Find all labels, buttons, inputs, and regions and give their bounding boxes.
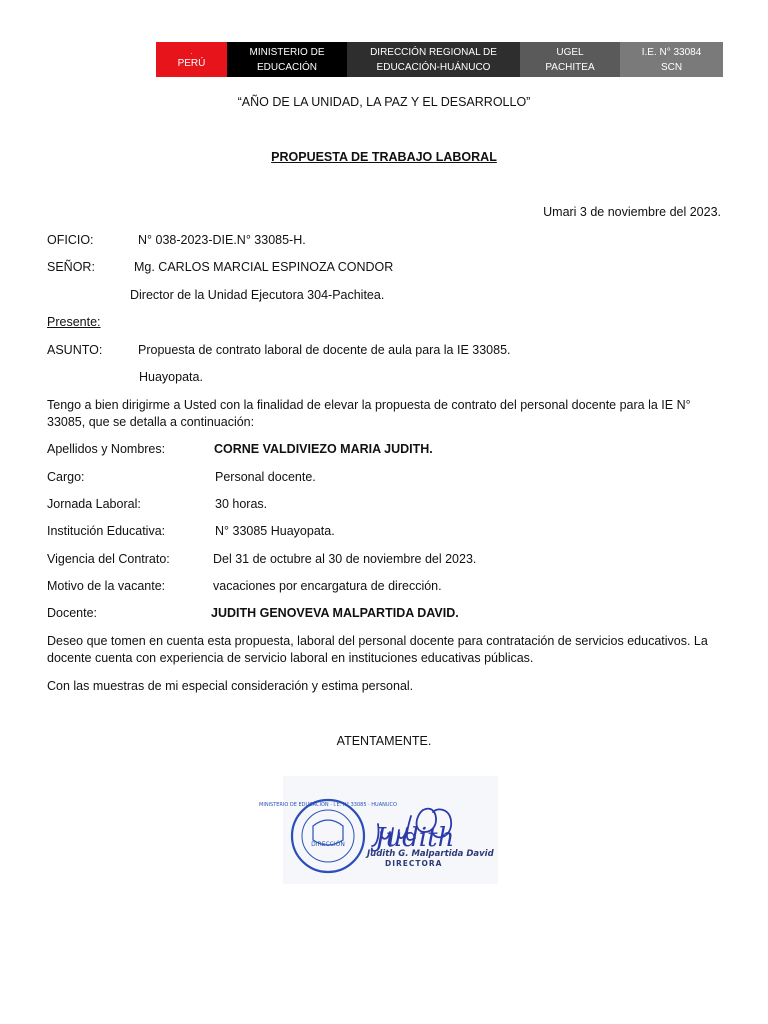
- header-cell-ie: [620, 42, 723, 77]
- header-ministerio-line2: EDUCACIÓN: [256, 61, 317, 73]
- header-cell-direccion: [347, 42, 520, 77]
- document-title: PROPUESTA DE TRABAJO LABORAL: [271, 150, 497, 164]
- detail-value-apellidos: CORNE VALDIVIEZO MARIA JUDITH.: [214, 442, 433, 456]
- header-ugel-line1: UGEL: [556, 46, 584, 58]
- oficio-label: OFICIO:: [47, 233, 94, 247]
- detail-value-motivo: vacaciones por encargatura de dirección.: [213, 579, 442, 593]
- regards-line: Con las muestras de mi especial consideración y estima personal.: [47, 679, 414, 693]
- header-cell-ugel: [520, 42, 620, 77]
- detail-value-cargo: Personal docente.: [215, 470, 316, 484]
- seal-center-text: DIRECCIÓN: [311, 841, 345, 848]
- detail-label-vigencia: Vigencia del Contrato:: [47, 552, 170, 566]
- header-cell-peru: [156, 42, 227, 77]
- signature-role: DIRECTORA: [385, 859, 443, 868]
- intro-paragraph: Tengo a bien dirigirme a Usted con la finalidad de elevar la propuesta de contrato del personal docente para la IE N° 33085, que se detalla a continuación:: [47, 398, 691, 429]
- header-direccion-line2: EDUCACIÓN-HUÁNUCO: [376, 61, 491, 73]
- asunto-line2: Huayopata.: [139, 370, 203, 384]
- year-motto: “AÑO DE LA UNIDAD, LA PAZ Y EL DESARROLLO”: [237, 95, 531, 109]
- header-ugel-line2: PACHITEA: [545, 61, 595, 73]
- detail-label-jornada: Jornada Laboral:: [47, 497, 141, 511]
- signature-name-line: Judith G. Malpartida David: [367, 849, 494, 859]
- asunto-label: ASUNTO:: [47, 343, 103, 357]
- seal-ring-text: MINISTERIO DE EDUCACIÓN · I.E. N° 33085 · HUANUCO: [259, 802, 397, 808]
- detail-label-docente: Docente:: [47, 606, 98, 620]
- senor-name: Mg. CARLOS MARCIAL ESPINOZA CONDOR: [134, 260, 394, 274]
- signature-handwriting: Judith: [375, 823, 455, 853]
- signature-stamp-graphic: [259, 776, 498, 884]
- asunto-line1: Propuesta de contrato laboral de docente de aula para la IE 33085.: [138, 343, 511, 357]
- institutional-header-bar: [156, 42, 723, 77]
- header-cell-ministerio: [227, 42, 347, 77]
- atentamente: ATENTAMENTE.: [336, 734, 432, 748]
- detail-label-apellidos: Apellidos y Nombres:: [47, 442, 166, 456]
- detail-label-cargo: Cargo:: [47, 470, 85, 484]
- presente-label: Presente:: [47, 315, 101, 329]
- header-peru: PERÚ: [177, 57, 206, 69]
- detail-value-docente: JUDITH GENOVEVA MALPARTIDA DAVID.: [211, 606, 459, 620]
- header-peru-dot: .: [190, 48, 193, 56]
- signature-stamp-block: [259, 776, 498, 884]
- detail-label-motivo: Motivo de la vacante:: [47, 579, 166, 593]
- detail-value-institucion: N° 33085 Huayopata.: [215, 524, 335, 538]
- header-ie-line1: I.E. N° 33084: [641, 46, 702, 58]
- detail-value-jornada: 30 horas.: [215, 497, 268, 511]
- oficio-value: N° 038-2023-DIE.N° 33085-H.: [138, 233, 306, 247]
- date-line: Umari 3 de noviembre del 2023.: [543, 205, 721, 219]
- senor-label: SEÑOR:: [47, 260, 95, 274]
- header-ie-line2: SCN: [660, 61, 683, 73]
- detail-value-vigencia: Del 31 de octubre al 30 de noviembre del 2023.: [213, 552, 477, 566]
- header-direccion-line1: DIRECCIÓN REGIONAL DE: [370, 46, 497, 58]
- senor-position: Director de la Unidad Ejecutora 304-Pachitea.: [130, 288, 385, 302]
- closing-paragraph: Deseo que tomen en cuenta esta propuesta, laboral del personal docente para contratación de servicios educativos. La docente cuenta con experiencia de servicio laboral en instituciones educativas públicas.: [47, 634, 708, 665]
- header-ministerio-line1: MINISTERIO DE: [249, 46, 325, 58]
- detail-label-institucion: Institución Educativa:: [47, 524, 166, 538]
